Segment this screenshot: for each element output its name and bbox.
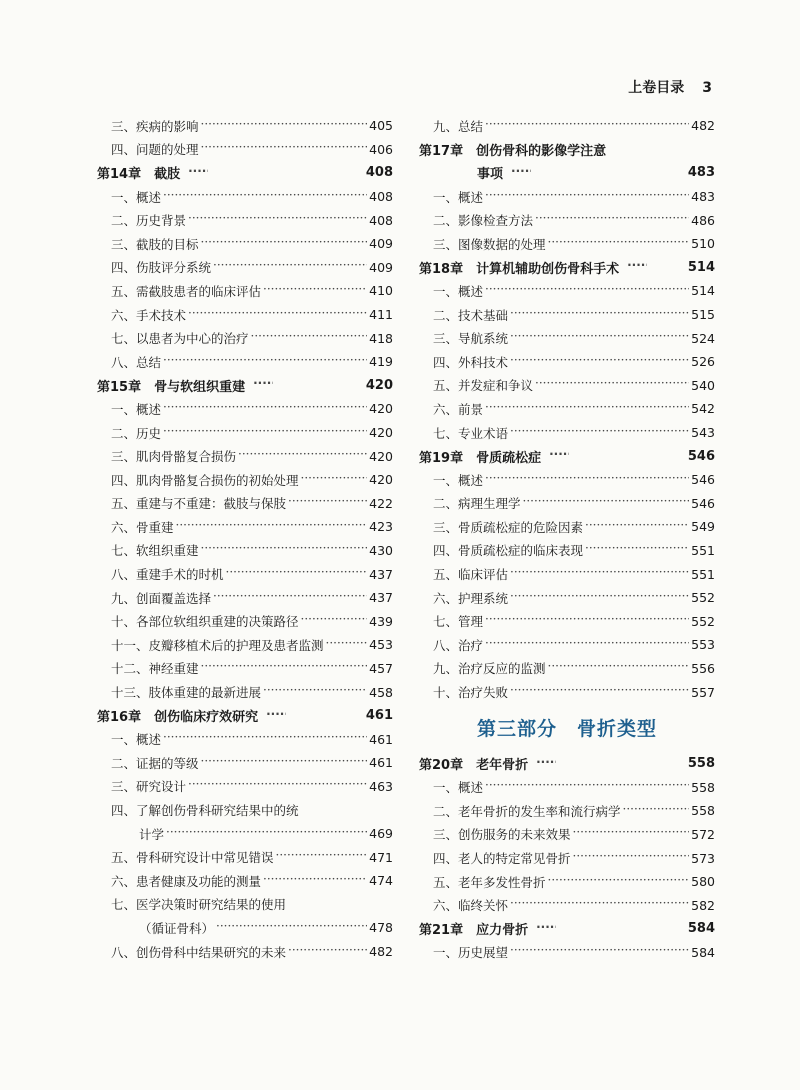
- entry-title: 十三、肢体重建的最新进展: [111, 685, 262, 701]
- toc-chapter[interactable]: [419, 161, 715, 185]
- toc-entry[interactable]: [97, 893, 393, 917]
- page-ref: 458: [369, 684, 393, 700]
- dot-leader: [510, 333, 689, 343]
- toc-entry[interactable]: [97, 940, 393, 964]
- entry-title: 四、了解创伤骨科研究结果中的统: [111, 803, 299, 819]
- dot-leader: [585, 522, 689, 532]
- toc-entry[interactable]: [419, 775, 715, 799]
- entry-title: 三、肌肉骨骼复合损伤: [111, 449, 237, 465]
- dot-leader: [485, 121, 689, 131]
- chapter-title: 第18章 计算机辅助创伤骨科手术: [419, 261, 620, 277]
- dot-leader: [301, 475, 368, 485]
- page-ref: 409: [369, 236, 393, 252]
- page-ref: 542: [691, 401, 715, 417]
- dot-leader: [163, 428, 367, 438]
- dot-leader: [188, 781, 367, 791]
- dot-leader: [511, 168, 531, 178]
- chapter-title: 第19章 骨质疏松症: [419, 450, 542, 466]
- entry-title: 五、老年多发性骨折: [433, 874, 546, 890]
- page-number: 3: [702, 80, 712, 96]
- entry-title: 四、问题的处理: [111, 142, 199, 158]
- page-ref: 486: [691, 212, 715, 228]
- page-ref: 482: [369, 944, 393, 960]
- page-ref: 556: [691, 660, 715, 676]
- dot-leader: [326, 640, 368, 650]
- chapter-title: 第15章 骨与软组织重建: [97, 379, 246, 395]
- page-ref: 552: [691, 613, 715, 629]
- dot-leader: [251, 333, 368, 343]
- toc-entry[interactable]: [97, 539, 393, 563]
- dot-leader: [485, 640, 689, 650]
- entry-title: 二、老年骨折的发生率和流行病学: [433, 803, 621, 819]
- toc-entry[interactable]: [419, 303, 715, 327]
- page-ref: 572: [691, 826, 715, 842]
- page-ref: 408: [369, 189, 393, 205]
- toc-entry[interactable]: [419, 374, 715, 398]
- page-ref: 514: [691, 283, 715, 299]
- toc-chapter[interactable]: [97, 704, 393, 728]
- toc-entry[interactable]: [419, 350, 715, 374]
- entry-title: 七、以患者为中心的治疗: [111, 331, 249, 347]
- entry-title: 三、图像数据的处理: [433, 236, 546, 252]
- page-ref: 471: [369, 849, 393, 865]
- entry-title: 五、临床评估: [433, 567, 509, 583]
- toc-column-right: [419, 114, 715, 964]
- dot-leader: [536, 924, 556, 934]
- entry-title: 六、手术技术: [111, 307, 187, 323]
- dot-leader: [623, 806, 690, 816]
- page-ref: 423: [369, 519, 393, 535]
- toc-entry[interactable]: [419, 279, 715, 303]
- dot-leader: [263, 687, 367, 697]
- page-ref: 546: [691, 472, 715, 488]
- entry-title: 十一、皮瓣移植术后的护理及患者监测: [111, 637, 324, 653]
- page-ref: 474: [369, 873, 393, 889]
- dot-leader: [485, 475, 689, 485]
- dot-leader: [288, 947, 367, 957]
- page-ref: 420: [369, 401, 393, 417]
- dot-leader: [201, 663, 368, 673]
- toc-chapter[interactable]: [97, 161, 393, 185]
- page-ref: 461: [369, 755, 393, 771]
- toc-entry[interactable]: [419, 893, 715, 917]
- toc-entry[interactable]: [419, 397, 715, 421]
- toc-entry[interactable]: [419, 492, 715, 516]
- page-ref: 408: [365, 165, 393, 181]
- dot-leader: [510, 569, 689, 579]
- page-ref: 543: [691, 425, 715, 441]
- dot-leader: [201, 758, 368, 768]
- entry-title: 八、总结: [111, 354, 162, 370]
- entry-title: 三、疾病的影响: [111, 118, 199, 134]
- entry-title: 八、创伤骨科中结果研究的未来: [111, 944, 287, 960]
- toc-entry[interactable]: [419, 870, 715, 894]
- dot-leader: [510, 357, 689, 367]
- toc-entry[interactable]: [97, 492, 393, 516]
- toc-chapter[interactable]: [419, 752, 715, 776]
- dot-leader: [263, 876, 367, 886]
- entry-title: 四、伤肢评分系统: [111, 260, 212, 276]
- dot-leader: [510, 310, 689, 320]
- toc-entry[interactable]: [97, 232, 393, 256]
- dot-leader: [485, 404, 689, 414]
- entry-title: 五、骨科研究设计中常见错误: [111, 850, 274, 866]
- page-ref: 584: [691, 944, 715, 960]
- toc-entry[interactable]: [97, 208, 393, 232]
- toc-entry[interactable]: [97, 468, 393, 492]
- page-ref: 549: [691, 519, 715, 535]
- dot-leader: [176, 522, 368, 532]
- dot-leader: [276, 852, 368, 862]
- entry-title: 一、概述: [111, 189, 162, 205]
- dot-leader: [523, 498, 690, 508]
- dot-leader: [213, 593, 367, 603]
- toc-entry[interactable]: [419, 468, 715, 492]
- entry-title: 三、研究设计: [111, 779, 187, 795]
- toc-entry[interactable]: [419, 562, 715, 586]
- part-heading: 第三部分 骨折类型: [476, 718, 657, 741]
- entry-title: 一、概述: [433, 472, 484, 488]
- entry-title: 五、并发症和争议: [433, 378, 534, 394]
- dot-leader: [163, 404, 367, 414]
- toc-entry[interactable]: [419, 586, 715, 610]
- toc-column-left: [97, 114, 393, 963]
- page-ref: 514: [687, 259, 715, 275]
- toc-entry[interactable]: [419, 326, 715, 350]
- page-ref: 546: [691, 495, 715, 511]
- page-ref: 553: [691, 637, 715, 653]
- toc-entry[interactable]: [97, 515, 393, 539]
- toc-entry[interactable]: [97, 798, 393, 822]
- page-ref: 552: [691, 590, 715, 606]
- page-ref: 437: [369, 590, 393, 606]
- dot-leader: [549, 451, 569, 461]
- toc-entry[interactable]: [97, 326, 393, 350]
- entry-title: 四、肌肉骨骼复合损伤的初始处理: [111, 472, 299, 488]
- dot-leader: [263, 286, 367, 296]
- dot-leader: [226, 569, 368, 579]
- toc-entry[interactable]: [97, 303, 393, 327]
- toc-entry[interactable]: [419, 799, 715, 823]
- toc-entry[interactable]: [97, 657, 393, 681]
- page-ref: 558: [691, 803, 715, 819]
- entry-title: 七、软组织重建: [111, 543, 199, 559]
- entry-title: 二、证据的等级: [111, 755, 199, 771]
- dot-leader: [510, 428, 689, 438]
- chapter-title: 第21章 应力骨折: [419, 923, 529, 939]
- toc-entry[interactable]: [419, 846, 715, 870]
- entry-title: 四、骨质疏松症的临床表现: [433, 543, 584, 559]
- dot-leader: [266, 711, 286, 721]
- dot-leader: [216, 923, 367, 933]
- entry-title: （循证骨科）: [139, 920, 215, 936]
- entry-title: 二、历史: [111, 425, 162, 441]
- page-ref: 453: [369, 637, 393, 653]
- page-ref: 557: [691, 684, 715, 700]
- toc-chapter[interactable]: [419, 444, 715, 468]
- toc-entry[interactable]: [419, 539, 715, 563]
- entry-title: 四、老人的特定常见骨折: [433, 851, 571, 867]
- entry-title: 六、患者健康及功能的测量: [111, 873, 262, 889]
- page-ref: 573: [691, 850, 715, 866]
- toc-entry[interactable]: [97, 727, 393, 751]
- dot-leader: [166, 829, 367, 839]
- entry-title: 十、各部位软组织重建的决策路径: [111, 614, 299, 630]
- toc-entry[interactable]: [97, 775, 393, 799]
- entry-title: 一、概述: [433, 283, 484, 299]
- entry-title: 三、截肢的目标: [111, 236, 199, 252]
- toc-entry[interactable]: [97, 680, 393, 704]
- entry-title: 一、历史展望: [433, 945, 509, 961]
- dot-leader: [485, 286, 689, 296]
- entry-title: 六、临终关怀: [433, 898, 509, 914]
- toc-entry[interactable]: [97, 633, 393, 657]
- toc-entry[interactable]: [97, 138, 393, 162]
- entry-title: 一、概述: [111, 732, 162, 748]
- toc-chapter[interactable]: [419, 256, 715, 280]
- toc-entry[interactable]: [97, 444, 393, 468]
- entry-title: 二、历史背景: [111, 213, 187, 229]
- dot-leader: [163, 357, 367, 367]
- entry-title: 六、护理系统: [433, 590, 509, 606]
- dot-leader: [548, 663, 690, 673]
- toc-entry[interactable]: [419, 609, 715, 633]
- dot-leader: [585, 545, 689, 555]
- toc-chapter[interactable]: [419, 138, 715, 162]
- page-ref: 430: [369, 542, 393, 558]
- dot-leader: [627, 262, 647, 272]
- entry-title: 五、重建与不重建：截肢与保肢: [111, 496, 287, 512]
- dot-leader: [510, 593, 689, 603]
- toc-entry[interactable]: [419, 941, 715, 965]
- toc-entry[interactable]: [97, 586, 393, 610]
- toc-entry[interactable]: [419, 515, 715, 539]
- page-ref: 457: [369, 660, 393, 676]
- dot-leader: [535, 380, 689, 390]
- dot-leader: [201, 545, 368, 555]
- dot-leader: [573, 853, 690, 863]
- entry-title: 三、骨质疏松症的危险因素: [433, 519, 584, 535]
- page-ref: 437: [369, 566, 393, 582]
- toc-entry[interactable]: [419, 232, 715, 256]
- entry-title: 八、重建手术的时机: [111, 567, 224, 583]
- toc-entry[interactable]: [419, 185, 715, 209]
- header-title: 上卷目录: [628, 80, 685, 96]
- page-ref: 482: [691, 118, 715, 134]
- entry-title: 六、前景: [433, 401, 484, 417]
- dot-leader: [510, 900, 689, 910]
- running-header: [628, 77, 712, 97]
- dot-leader: [163, 192, 367, 202]
- entry-title: 三、导航系统: [433, 331, 509, 347]
- toc-entry[interactable]: [419, 114, 715, 138]
- dot-leader: [201, 144, 368, 154]
- page-ref: 584: [687, 921, 715, 937]
- entry-title: 七、管理: [433, 614, 484, 630]
- dot-leader: [213, 262, 367, 272]
- toc-entry[interactable]: [419, 633, 715, 657]
- toc-entry[interactable]: [419, 823, 715, 847]
- page-ref: 469: [369, 826, 393, 842]
- entry-title: 九、治疗反应的监测: [433, 661, 546, 677]
- entry-title: 六、骨重建: [111, 519, 174, 535]
- entry-title: 九、总结: [433, 118, 484, 134]
- entry-title: 一、概述: [433, 780, 484, 796]
- dot-leader: [238, 451, 367, 461]
- dot-leader: [510, 687, 689, 697]
- toc-chapter[interactable]: [419, 917, 715, 941]
- toc-entry[interactable]: [97, 256, 393, 280]
- toc-entry[interactable]: [97, 869, 393, 893]
- dot-leader: [485, 192, 689, 202]
- page-ref: 418: [369, 330, 393, 346]
- dot-leader: [288, 498, 367, 508]
- page-ref: 551: [691, 566, 715, 582]
- page-ref: 510: [691, 236, 715, 252]
- page-ref: 420: [369, 472, 393, 488]
- page-ref: 408: [369, 212, 393, 228]
- toc-entry[interactable]: [97, 114, 393, 138]
- entry-title: 七、专业术语: [433, 425, 509, 441]
- toc-entry[interactable]: [97, 845, 393, 869]
- page-ref: 410: [369, 283, 393, 299]
- toc-entry[interactable]: [97, 562, 393, 586]
- toc-entry[interactable]: [97, 185, 393, 209]
- entry-title: 计学: [139, 826, 165, 842]
- dot-leader: [188, 215, 367, 225]
- page-ref: 439: [369, 613, 393, 629]
- dot-leader: [188, 168, 208, 178]
- dot-leader: [535, 215, 689, 225]
- chapter-title: 事项: [477, 167, 504, 183]
- page-ref: 405: [369, 118, 393, 134]
- page-ref: 540: [691, 377, 715, 393]
- dot-leader: [510, 947, 689, 957]
- toc-entry[interactable]: [97, 609, 393, 633]
- entry-title: 二、技术基础: [433, 307, 509, 323]
- dot-leader: [201, 121, 368, 131]
- dot-leader: [163, 734, 367, 744]
- toc-entry[interactable]: [419, 657, 715, 681]
- page-ref: 526: [691, 354, 715, 370]
- dot-leader: [536, 759, 556, 769]
- dot-leader: [548, 877, 690, 887]
- page-ref: 420: [369, 448, 393, 464]
- toc-entry[interactable]: [419, 421, 715, 445]
- toc-chapter[interactable]: [97, 374, 393, 398]
- toc-entry[interactable]: [419, 680, 715, 704]
- page-ref: 409: [369, 259, 393, 275]
- page-ref: 420: [365, 377, 393, 393]
- entry-title: 一、概述: [111, 401, 162, 417]
- toc-entry[interactable]: [419, 208, 715, 232]
- dot-leader: [485, 782, 689, 792]
- page-ref: 558: [691, 779, 715, 795]
- toc-entry[interactable]: [97, 350, 393, 374]
- page-ref: 546: [687, 448, 715, 464]
- toc-entry[interactable]: [97, 279, 393, 303]
- toc-entry[interactable]: [97, 822, 393, 846]
- page-ref: 483: [691, 189, 715, 205]
- toc-entry[interactable]: [97, 916, 393, 940]
- chapter-title: 第20章 老年骨折: [419, 758, 529, 774]
- page-ref: 483: [687, 165, 715, 181]
- page-ref: 478: [369, 920, 393, 936]
- entry-title: 七、医学决策时研究结果的使用: [111, 897, 287, 913]
- page-ref: 558: [687, 756, 715, 772]
- page-ref: 582: [691, 897, 715, 913]
- toc-entry[interactable]: [97, 751, 393, 775]
- page-ref: 515: [691, 307, 715, 323]
- page-ref: 551: [691, 542, 715, 558]
- toc-entry[interactable]: [97, 421, 393, 445]
- page-ref: 422: [369, 495, 393, 511]
- entry-title: 五、需截肢患者的临床评估: [111, 283, 262, 299]
- dot-leader: [573, 829, 690, 839]
- entry-title: 一、概述: [433, 189, 484, 205]
- page-ref: 463: [369, 778, 393, 794]
- entry-title: 九、创面覆盖选择: [111, 590, 212, 606]
- entry-title: 二、影像检查方法: [433, 213, 534, 229]
- page-ref: 411: [369, 307, 393, 323]
- dot-leader: [188, 310, 367, 320]
- chapter-title: 第16章 创伤临床疗效研究: [97, 710, 259, 726]
- chapter-title: 第14章 截肢: [97, 167, 181, 183]
- entry-title: 十、治疗失败: [433, 685, 509, 701]
- toc-entry[interactable]: [97, 397, 393, 421]
- dot-leader: [548, 239, 690, 249]
- dot-leader: [301, 616, 368, 626]
- chapter-title: 第17章 创伤骨科的影像学注意: [419, 143, 607, 159]
- page-ref: 580: [691, 874, 715, 890]
- page-ref: 419: [369, 354, 393, 370]
- dot-leader: [253, 380, 273, 390]
- dot-leader: [201, 239, 368, 249]
- page-ref: 461: [365, 708, 393, 724]
- entry-title: 十二、神经重建: [111, 661, 199, 677]
- entry-title: 二、病理生理学: [433, 496, 521, 512]
- entry-title: 三、创伤服务的未来效果: [433, 827, 571, 843]
- entry-title: 四、外科技术: [433, 354, 509, 370]
- dot-leader: [485, 616, 689, 626]
- page-ref: 461: [369, 731, 393, 747]
- entry-title: 八、治疗: [433, 637, 484, 653]
- page-ref: 406: [369, 141, 393, 157]
- page-ref: 420: [369, 425, 393, 441]
- page-ref: 524: [691, 330, 715, 346]
